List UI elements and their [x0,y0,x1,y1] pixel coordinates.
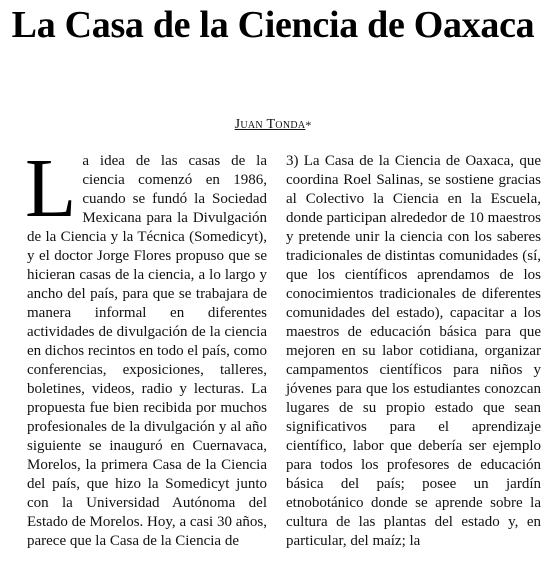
right-column [286,152,541,551]
right-column-text: 3) La Casa de la Ciencia de Oaxaca, que coordina Roel Salinas, se sostiene gracias al Colectivo la Ciencia en la Escuela, donde participan alrededor de 10 maestros y pretende unir la ciencia con los saberes tradicionales de distintas comunidades (sí, que los científicos aprendamos de los conocimientos tradicionales de diferentes comunidades del estado), capacitar a los maestros de educación básica para que mejoren en su labor cotidiana, organizar campamentos científicos para niños y jóvenes para que los estudiantes conozcan lugares de su propio estado que sean significativos para el aprendizaje científico, labor que debería ser ejemplo para todos los profesores de educación básica del país; posee un jardín etnobotánico donde se aprende sobre la cultura de las plantas del estado y, en particular, del maíz; la [286,153,541,549]
author-name: Juan Tonda [234,117,306,132]
drop-cap: L [25,142,77,235]
left-column-text: a idea de las casas de la ciencia comenzó en 1986, cuando se fundó la Sociedad Mexicana para la Divulgación de la Ciencia y la Técnica (Somedicyt), y el doctor Jorge Flores propuso que se hicieran casas de la ciencia, a lo largo y ancho del país, para que se trabajara de manera informal en diferentes actividades de divulgación de la ciencia en dichos recintos en todo el país, como conferencias, exposiciones, talleres, boletines, videos, radio y lecturas. La propuesta fue bien recibida por muchos profesionales de la divulgación y al año siguiente se inauguró en Cuernavaca, Morelos, la primera Casa de la Ciencia del país, que hizo la Somedicyt junto con la Universidad Autónoma del Estado de Morelos. Hoy, a casi 30 años, parece que la Casa de la Ciencia de [27,153,267,549]
byline [0,116,546,134]
author-footnote-mark: * [305,118,312,132]
article-title: La Casa de la Ciencia de Oaxaca [11,4,535,46]
left-column [25,142,267,551]
